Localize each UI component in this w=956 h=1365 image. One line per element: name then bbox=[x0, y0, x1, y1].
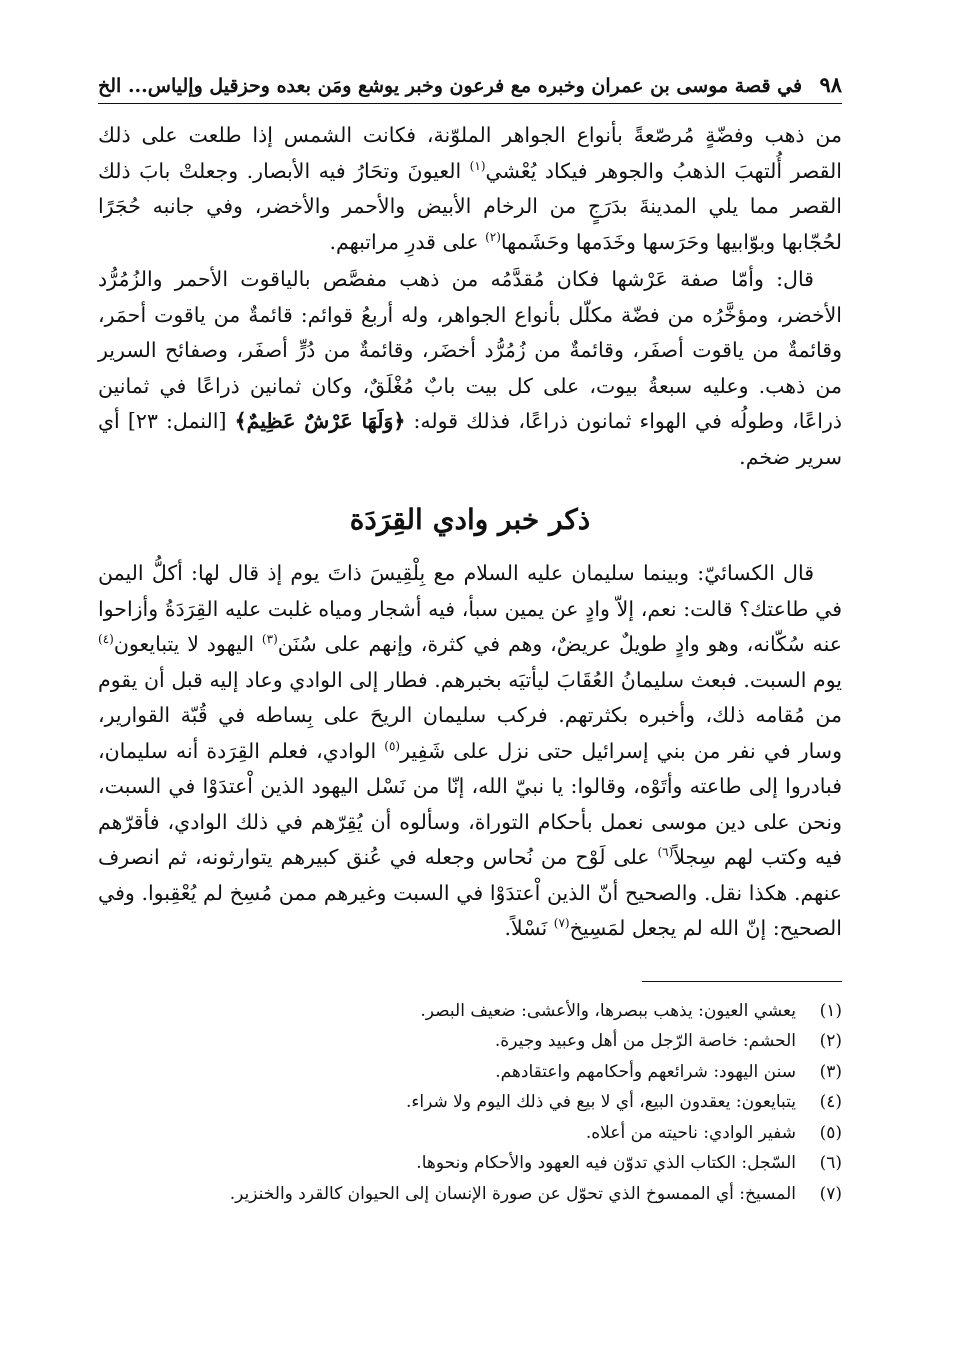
footnote-number: (١) bbox=[819, 1000, 842, 1021]
footnote-ref-6: (٦) bbox=[657, 845, 674, 860]
footnote-number: (٢) bbox=[819, 1031, 842, 1051]
footnote bbox=[98, 1026, 842, 1057]
paragraph-text: نَسْلاً. bbox=[504, 916, 554, 940]
paragraph-text: على لَوْح من نُحاس وجعله في عُنق كبيرهم يتوارثونه، ثم انصرف عنهم. هكذا نقل. والصحيح أنّ الذين اْعتدَوْا في السبت وغيرهم ممن مُسِخ لم يُعْقِبوا. وفي الصحيح: إنّ الله لم يجعل لمَسِيخ bbox=[98, 845, 842, 940]
footnote-text: يعشي العيون: يذهب ببصرها، والأعشى: ضعيف البصر. bbox=[420, 1000, 796, 1021]
paragraph-text: العيونَ وتحَارُ فيه الأبصار. وجعلتْ بابَ ذلك القصر مما يلي المدينةَ بدَرَجٍ من الرخام الأبيض والأحمر والأخضر، وفي جانبه حُجَرًا لحُجّابها وبوّابيها وحَرَسها وخَدَمها وحَشَمها bbox=[98, 158, 842, 254]
paragraph-text: قال: وأمّا صفة عَرْشها فكان مُقدَّمُه من ذهب مفصَّص بالياقوت الأحمر والزُمُرُّد الأخضر، ومؤخَّرُه من فضّة مكلّل بأنواع الجواهر، وله أربعُ قوائم: قائمةٌ من ياقوت أحمَر، وقائمةٌ من ياقوت أصفَر، وقائمةٌ من زُمُرُّد أخضَر، وقائمةٌ من دُرٍّ أصفَر، وصفائح السرير من ذهب. وعليه سبعةُ بيوت، على كل بيت بابٌ مُغْلَقٌ، وكان ثمانين ذراعًا في ثمانين ذراعًا، وطولُه في الهواء ثمانون ذراعًا، فذلك قوله: bbox=[98, 267, 842, 433]
footnote-ref-5: (٥) bbox=[384, 738, 401, 753]
running-title: في قصة موسى بن عمران وخبره مع فرعون وخبر يوشع ومَن بعده وحزقيل وإلياس... الخ bbox=[98, 75, 803, 97]
footnotes bbox=[98, 996, 842, 1210]
footnote-ref-7: (٧) bbox=[553, 916, 570, 931]
footnote-text: السّجل: الكتاب الذي تدوّن فيه العهود والأحكام ونحوها. bbox=[416, 1153, 796, 1173]
page-header bbox=[98, 72, 842, 104]
paragraph-text: [النمل: ٢٣] أي سرير ضخم. bbox=[98, 409, 842, 469]
paragraph-text: قال الكسائيّ: وبينما سليمان عليه السلام مع بِلْقِيسَ ذاتَ يوم إذ قال لها: أكلُّ اليمن في طاعتك؟ قالت: نعم، إلاّ وادٍ عن يمين سبأ، فيه أشجار ومياه غلبت عليه القِرَدَةُ وأزاحوا عنه سُكّانه، وهو وادٍ طويلٌ عريضٌ، وهم في كثرة، وإنهم على سُنَن bbox=[98, 561, 842, 656]
footnote-number: (٥) bbox=[819, 1122, 842, 1143]
book-page bbox=[98, 72, 842, 1209]
paragraph-text: الوادي، فعلم القِرَدة أنه سليمان، فبادروا إلى طاعته وأتَوْه، وقالوا: يا نبيّ الله، إنّا من نَسْل اليهود الذين اْعتدَوْا في السبت، ونحن على دين موسى نعمل بأحكام التوراة، وسألوه أن يُقِرّهم في ذلك الوادي، فأقرّهم فيه وكتب لهم سِجلاً bbox=[98, 738, 843, 869]
paragraph-3 bbox=[98, 556, 842, 947]
footnote bbox=[98, 1087, 842, 1118]
footnote-ref-2: (٢) bbox=[485, 229, 501, 244]
footnote-number: (٤) bbox=[819, 1092, 842, 1112]
footnote-text: المسيخ: أي الممسوخ الذي تحوّل عن صورة الإنسان إلى الحيوان كالقرد والخنزير. bbox=[229, 1183, 796, 1204]
footnote-number: (٦) bbox=[819, 1153, 842, 1173]
footnote-divider bbox=[642, 981, 842, 982]
footnote-number: (٣) bbox=[819, 1061, 842, 1082]
page-number: ٩٨ bbox=[819, 72, 842, 97]
footnote-text: الحشم: خاصة الرّجل من أهل وعبيد وجيرة. bbox=[494, 1031, 796, 1051]
footnote-ref-4: (٤) bbox=[98, 632, 114, 647]
paragraph-text: على قدرِ مراتبهم. bbox=[329, 229, 486, 254]
paragraph-text: اليهود لا يتبايعون bbox=[113, 632, 262, 656]
footnote-ref-3: (٣) bbox=[261, 632, 278, 647]
footnote bbox=[98, 1118, 842, 1149]
section-title: ذكر خبر وادي القِرَدَة bbox=[349, 503, 591, 536]
footnote-number: (٧) bbox=[819, 1183, 842, 1204]
footnote bbox=[98, 1148, 842, 1179]
quran-verse: ﴿وَلَهَا عَرْشٌ عَظِيمٌ﴾ bbox=[234, 409, 406, 433]
footnote bbox=[98, 1179, 842, 1210]
footnote-ref-1: (١) bbox=[469, 158, 486, 173]
paragraph-text: من ذهب وفضّةٍ مُرصّعةً بأنواع الجواهر الملوّنة، فكانت الشمس إذا طلعت على ذلك القصر أُلتهبَ الذهبُ والجوهر فيكاد يُعْشي bbox=[98, 123, 842, 183]
footnote-text: شفير الوادي: ناحيته من أعلاه. bbox=[585, 1122, 796, 1143]
paragraph-text: يوم السبت. فبعث سليمانُ العُقَابَ ليأتيَه بخبرهم. فطار إلى الوادي وعاد إليه قبل أن يقوم من مُقامه ذلك، وأخبره بكثرتهم. فركب سليمان الريحَ على بِساطه في قُبّة القوارير، وسار في نفر من بني إسرائيل حتى نزل على شَفِير bbox=[98, 667, 842, 763]
footnote-text: سنن اليهود: شرائعهم وأحكامهم واعتقادهم. bbox=[495, 1061, 796, 1082]
footnote bbox=[98, 996, 842, 1027]
footnote bbox=[98, 1057, 842, 1088]
paragraph-1 bbox=[98, 118, 842, 260]
footnote-text: يتبايعون: يعقدون البيع، أي لا بيع في ذلك اليوم ولا شراء. bbox=[406, 1092, 796, 1112]
paragraph-2 bbox=[98, 262, 842, 475]
